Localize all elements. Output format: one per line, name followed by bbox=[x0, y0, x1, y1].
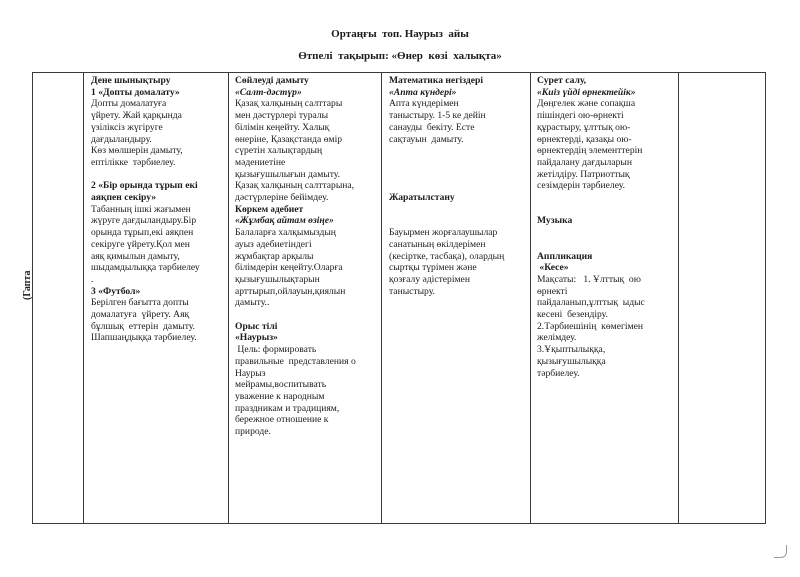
cell-text-line: Қазақ халқының салттарына, bbox=[235, 180, 355, 192]
cell-text-line bbox=[389, 215, 504, 227]
cell-text-line: праздникам и традициям, bbox=[235, 402, 340, 414]
cell-text-line: Мақсаты: 1. Ұлттық ою bbox=[537, 273, 641, 285]
page-corner-mark bbox=[774, 545, 787, 558]
cell-text-line: пайдаланып,ұлттық ыдыс bbox=[537, 297, 645, 309]
cell-text-line: сақтауын дамыту. bbox=[389, 133, 464, 145]
cell-text-line: Қазақ халқының салттары bbox=[235, 98, 343, 110]
cell-text-line: желімдеу. bbox=[537, 332, 577, 344]
cell-heading-line: Жаратылстану bbox=[389, 192, 455, 204]
cell-heading-line: 3 «Футбол» bbox=[91, 285, 141, 297]
cell-text-line: білімін кеңейту. Халық bbox=[235, 121, 330, 133]
cell-text-line: Цель: формировать bbox=[235, 344, 317, 356]
cell-heading-line: 2 «Бір орында тұрып екі bbox=[91, 180, 198, 192]
cell-heading-line: «Жұмбақ айтам өзіңе» bbox=[235, 215, 334, 227]
cell-text-line: природе. bbox=[235, 426, 271, 438]
cell-heading-line: Сөйлеуді дамыту bbox=[235, 75, 309, 86]
cell-text-line: қызығушылыққа bbox=[537, 355, 606, 367]
cell-text-line: пішіндегі ою-өрнекті bbox=[537, 110, 624, 122]
cell-heading-line: Математика негіздері bbox=[389, 75, 484, 86]
cell-heading-line: «Кесе» bbox=[537, 262, 569, 274]
cell-heading-line: аяқпен секіру» bbox=[91, 192, 157, 204]
cell-text-line: бұлшық еттерін дамыту. bbox=[91, 320, 196, 332]
cell-text-line: аяқ қимылын дамыту, bbox=[91, 250, 180, 262]
cell-text-line: правильные представления о bbox=[235, 355, 356, 367]
cell-text-line: Көз мөлшерін дамыту, bbox=[91, 145, 183, 157]
cell-text-line: дәстүрлеріне бейімдеу. bbox=[235, 192, 329, 204]
row-label: (Гапта bbox=[22, 270, 33, 300]
cell-text-line: орында тұрып,екі аяқпен bbox=[91, 227, 194, 239]
cell-text-line: қызығушылығын дамыту. bbox=[235, 168, 341, 180]
cell-text-line: Шапшаңдыққа тәрбиелеу. bbox=[91, 332, 197, 344]
schedule-cell-speech-development bbox=[235, 75, 356, 438]
cell-text-line: қызығушылықтарын bbox=[235, 273, 320, 285]
schedule-cell-physical-education bbox=[91, 75, 200, 344]
cell-text-line: домалатуға үйрету. Аяқ bbox=[91, 309, 190, 321]
cell-text-line: таныстыру. 1-5 ке дейін bbox=[389, 110, 486, 122]
cell-text-line bbox=[537, 192, 645, 204]
document-title: Ортаңғы топ. Наурыз айы bbox=[331, 28, 469, 40]
table-top-border bbox=[32, 72, 766, 73]
column-divider bbox=[83, 72, 84, 524]
cell-text-line: пайдалану дағдыларын bbox=[537, 156, 632, 168]
cell-text-line: өнеріне, Қазақстанда өмір bbox=[235, 133, 343, 145]
cell-text-line: жүруге дағдыландыру.Бір bbox=[91, 215, 197, 227]
cell-text-line: үзіліксіз жүгіруге bbox=[91, 121, 163, 133]
cell-text-line bbox=[389, 169, 504, 181]
cell-heading-line: Сурет салу, bbox=[537, 75, 587, 86]
cell-heading-line: «Апта күндері» bbox=[389, 86, 457, 98]
cell-text-line: санатының өкілдерімен bbox=[389, 238, 486, 250]
cell-text-line: Дөңгелек және сопақша bbox=[537, 98, 636, 110]
cell-heading-line: Көркем әдебиет bbox=[235, 203, 304, 215]
cell-heading-line: Орыс тілі bbox=[235, 320, 278, 332]
cell-text-line: шыдамдылыққа тәрбиелеу bbox=[91, 262, 200, 274]
cell-text-line: Берілген бағытта допты bbox=[91, 297, 189, 309]
cell-text-line: тәрбиелеу. bbox=[537, 367, 580, 379]
cell-text-line: құрастыру, ұлттық ою- bbox=[537, 121, 631, 133]
cell-text-line: мейрамы,воспитывать bbox=[235, 379, 327, 391]
cell-heading-line: Аппликация bbox=[537, 250, 593, 262]
cell-text-line: мен дәстүрлері туралы bbox=[235, 110, 329, 122]
cell-text-line: ептілікке тәрбиелеу. bbox=[91, 156, 176, 168]
cell-text-line: . bbox=[91, 273, 94, 285]
cell-text-line bbox=[91, 169, 200, 181]
cell-text-line: 2.Тәрбиешінің көмегімен bbox=[537, 320, 644, 332]
cell-text-line: өрнекті bbox=[537, 285, 568, 297]
cell-text-line: бережное отношение к bbox=[235, 414, 329, 426]
cell-text-line bbox=[389, 145, 504, 157]
cell-text-line: уважение к народным bbox=[235, 390, 325, 402]
cell-text-line: Апта күндерімен bbox=[389, 98, 459, 110]
document-subtitle: Өтпелі тақырып: «Өнер көзі халықта» bbox=[298, 50, 502, 62]
cell-text-line: өрнектердің элементтерін bbox=[537, 145, 643, 157]
cell-text-line: 3.Ұқыптылыққа, bbox=[537, 344, 606, 356]
cell-text-line: санауды бекіту. Есте bbox=[389, 121, 475, 133]
column-divider bbox=[381, 72, 382, 524]
cell-text-line: дамыту.. bbox=[235, 297, 270, 309]
cell-text-line bbox=[537, 239, 645, 251]
cell-heading-line: Дене шынықтыру bbox=[91, 75, 171, 86]
schedule-cell-mathematics bbox=[389, 75, 504, 297]
column-divider bbox=[678, 72, 679, 524]
cell-text-line: сүретін халықтардың bbox=[235, 145, 323, 157]
column-divider bbox=[228, 72, 229, 524]
cell-text-line: сезімдерін тәрбиелеу. bbox=[537, 180, 625, 192]
cell-text-line: мәдениетіне bbox=[235, 156, 286, 168]
cell-text-line: жұмбақтар арқылы bbox=[235, 250, 314, 262]
schedule-cell-drawing bbox=[537, 75, 645, 379]
table-right-border bbox=[765, 72, 766, 524]
cell-text-line: Табанның ішкі жағымен bbox=[91, 203, 191, 215]
cell-text-line: (кесіртке, тасбақа), олардың bbox=[389, 250, 505, 262]
cell-text-line: өрнектерді, қазақы ою- bbox=[537, 133, 632, 145]
table-bottom-border bbox=[32, 523, 766, 524]
cell-text-line: дағдыландыру. bbox=[91, 133, 152, 145]
cell-text-line: білімдерін кеңейту.Оларға bbox=[235, 262, 343, 274]
cell-text-line bbox=[389, 204, 504, 216]
cell-heading-line: «Салт-дәстүр» bbox=[235, 86, 302, 98]
cell-heading-line: «Наурыз» bbox=[235, 332, 278, 344]
column-divider bbox=[530, 72, 531, 524]
cell-text-line bbox=[389, 157, 504, 169]
cell-heading-line: Музыка bbox=[537, 215, 573, 227]
cell-text-line: қозғалу әдістерімен bbox=[389, 273, 470, 285]
cell-text-line: ауыз әдебиетіндегі bbox=[235, 238, 312, 250]
cell-text-line: үйрету. Жай қарқында bbox=[91, 110, 182, 122]
cell-text-line: таныстыру. bbox=[389, 285, 435, 297]
cell-heading-line: «Киіз үйді өрнектейік» bbox=[537, 86, 636, 98]
cell-text-line bbox=[235, 309, 356, 321]
cell-text-line: секіруге үйрету.Қол мен bbox=[91, 238, 190, 250]
cell-text-line bbox=[537, 227, 645, 239]
cell-text-line: Балаларға халқымыздың bbox=[235, 227, 336, 239]
cell-text-line: Бауырмен жорғалаушылар bbox=[389, 227, 498, 239]
cell-text-line: кесені безендіру. bbox=[537, 309, 608, 321]
cell-text-line: сыртқы түрімен және bbox=[389, 262, 477, 274]
cell-text-line bbox=[537, 204, 645, 216]
cell-text-line: жетілдіру. Патриоттық bbox=[537, 168, 630, 180]
cell-text-line: арттырып,ойлауын,қиялын bbox=[235, 285, 346, 297]
cell-text-line: Допты домалатуға bbox=[91, 98, 167, 110]
cell-text-line: Наурыз bbox=[235, 367, 266, 379]
cell-text-line bbox=[389, 180, 504, 192]
cell-heading-line: 1 «Допты домалату» bbox=[91, 86, 180, 98]
